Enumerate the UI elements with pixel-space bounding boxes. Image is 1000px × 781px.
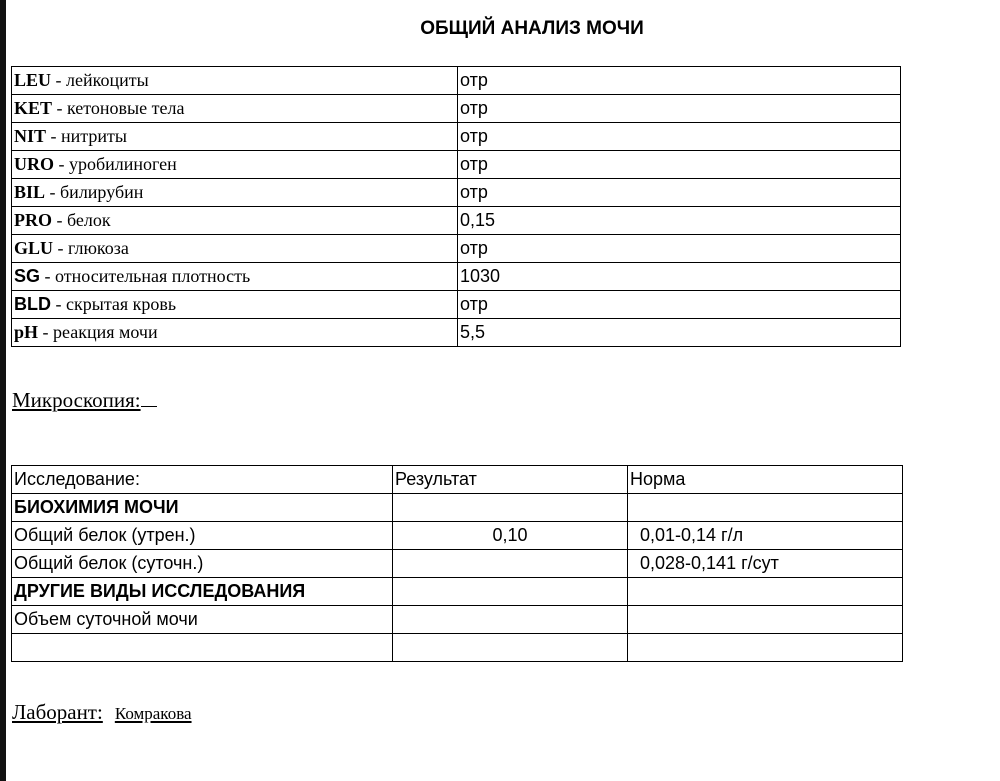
table-row xyxy=(12,235,901,263)
parameter-code: LEU xyxy=(14,70,52,90)
result-cell xyxy=(393,606,628,634)
research-name: Общий белок (утрен.) xyxy=(12,522,393,550)
table-row xyxy=(12,291,901,319)
table-row xyxy=(12,123,901,151)
dipstick-table xyxy=(11,66,901,347)
column-header-research: Исследование: xyxy=(12,466,393,494)
parameter-desc: - нитриты xyxy=(46,126,127,146)
parameter-value: 0,15 xyxy=(458,207,901,235)
table-row xyxy=(12,95,901,123)
table-row xyxy=(12,207,901,235)
microscopy-blank-line xyxy=(141,388,157,407)
parameter-code: URO xyxy=(14,154,54,174)
parameter-desc: - уробилиноген xyxy=(54,154,177,174)
table-row xyxy=(12,550,903,578)
parameter-value: отр xyxy=(458,123,901,151)
research-name: Объем суточной мочи xyxy=(12,606,393,634)
parameter-cell xyxy=(12,235,458,263)
microscopy-heading xyxy=(12,388,157,413)
section-row xyxy=(12,494,903,522)
norm-cell xyxy=(628,578,903,606)
lab-label: Лаборант: xyxy=(12,700,103,724)
parameter-cell xyxy=(12,123,458,151)
result-cell: 0,10 xyxy=(393,522,628,550)
table-row xyxy=(12,634,903,662)
section-title: БИОХИМИЯ МОЧИ xyxy=(12,494,393,522)
table-row xyxy=(12,319,901,347)
result-cell xyxy=(393,494,628,522)
parameter-code: PRO xyxy=(14,210,52,230)
parameter-cell xyxy=(12,291,458,319)
parameter-desc: - глюкоза xyxy=(53,238,129,258)
norm-cell xyxy=(628,606,903,634)
section-title: ДРУГИЕ ВИДЫ ИССЛЕДОВАНИЯ xyxy=(12,578,393,606)
parameter-code: BIL xyxy=(14,182,46,202)
result-cell xyxy=(393,578,628,606)
table-row xyxy=(12,263,901,291)
parameter-cell xyxy=(12,207,458,235)
norm-cell xyxy=(628,634,903,662)
parameter-cell xyxy=(12,67,458,95)
parameter-desc: - скрытая кровь xyxy=(51,294,177,314)
column-header-norm: Норма xyxy=(628,466,903,494)
table-row xyxy=(12,606,903,634)
result-cell xyxy=(393,634,628,662)
parameter-cell xyxy=(12,151,458,179)
parameter-value: отр xyxy=(458,179,901,207)
parameter-value: отр xyxy=(458,151,901,179)
column-header-result: Результат xyxy=(393,466,628,494)
parameter-code: KET xyxy=(14,98,53,118)
lab-name: Комракова xyxy=(114,704,192,723)
research-table xyxy=(11,465,903,662)
parameter-value: отр xyxy=(458,95,901,123)
norm-cell: 0,01-0,14 г/л xyxy=(628,522,903,550)
lab-signature-line xyxy=(12,700,192,725)
parameter-desc: - белок xyxy=(52,210,111,230)
parameter-cell xyxy=(12,95,458,123)
parameter-value: отр xyxy=(458,67,901,95)
parameter-value: 1030 xyxy=(458,263,901,291)
norm-cell xyxy=(628,494,903,522)
parameter-value: отр xyxy=(458,235,901,263)
table-row xyxy=(12,151,901,179)
parameter-value: 5,5 xyxy=(458,319,901,347)
table-row xyxy=(12,179,901,207)
table-row xyxy=(12,522,903,550)
parameter-code: SG xyxy=(14,266,41,286)
parameter-desc: - кетоновые тела xyxy=(52,98,185,118)
parameter-desc: - реакция мочи xyxy=(38,322,158,342)
research-name xyxy=(12,634,393,662)
research-name: Общий белок (суточн.) xyxy=(12,550,393,578)
parameter-desc: - билирубин xyxy=(45,182,144,202)
parameter-code: pH xyxy=(14,322,39,342)
parameter-desc: - относительная плотность xyxy=(40,266,251,286)
result-cell xyxy=(393,550,628,578)
parameter-code: BLD xyxy=(14,294,51,314)
parameter-cell xyxy=(12,263,458,291)
parameter-cell xyxy=(12,179,458,207)
page-left-edge xyxy=(0,0,6,781)
parameter-value: отр xyxy=(458,291,901,319)
norm-cell: 0,028-0,141 г/сут xyxy=(628,550,903,578)
table-header-row xyxy=(12,466,903,494)
section-row xyxy=(12,578,903,606)
parameter-desc: - лейкоциты xyxy=(51,70,149,90)
microscopy-label: Микроскопия: xyxy=(12,388,141,412)
parameter-cell xyxy=(12,319,458,347)
parameter-code: GLU xyxy=(14,238,54,258)
parameter-code: NIT xyxy=(14,126,47,146)
page-title: ОБЩИЙ АНАЛИЗ МОЧИ xyxy=(420,18,644,39)
table-row xyxy=(12,67,901,95)
